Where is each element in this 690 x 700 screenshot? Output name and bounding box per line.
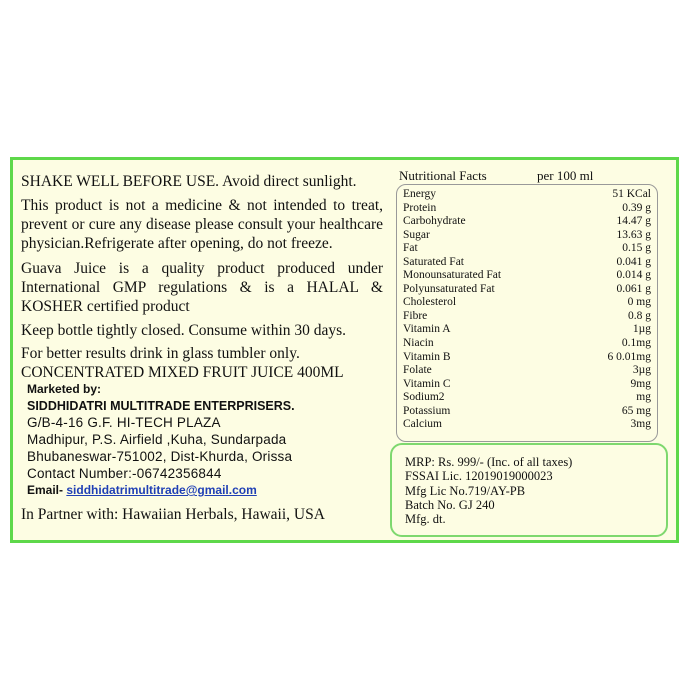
company-name: SIDDHIDATRI MULTITRADE ENTERPRISERS. bbox=[27, 399, 295, 413]
nutrition-row bbox=[403, 202, 651, 216]
nutrient-name: Calcium bbox=[403, 418, 442, 431]
mrp-box bbox=[390, 443, 668, 537]
nutrient-value: 0.8 g bbox=[628, 309, 651, 322]
nutrient-name: Fat bbox=[403, 242, 418, 255]
nutrient-value: 0.39 g bbox=[622, 201, 651, 214]
nutrition-row bbox=[403, 418, 651, 432]
nutrient-value: 0.041 g bbox=[616, 255, 651, 268]
nutrient-value: 0.15 g bbox=[622, 242, 651, 255]
nutrient-name: Monounsaturated Fat bbox=[403, 269, 502, 282]
marketed-by-label: Marketed by: bbox=[27, 382, 102, 396]
nutrition-row bbox=[403, 256, 651, 270]
nutrition-row bbox=[403, 296, 651, 310]
nutrient-name: Folate bbox=[403, 364, 432, 377]
nutrient-name: Vitamin C bbox=[403, 377, 451, 390]
nutrient-value: 65 mg bbox=[621, 404, 651, 417]
nutrient-name: Cholesterol bbox=[403, 296, 457, 309]
product-description: CONCENTRATED MIXED FRUIT JUICE 400ML bbox=[21, 364, 344, 381]
email-label: Email- bbox=[27, 483, 64, 497]
storage-instruction: Keep bottle tightly closed. Consume within 30 days. bbox=[21, 322, 347, 339]
partner-text: In Partner with: Hawaiian Herbals, Hawaii, USA bbox=[21, 506, 325, 523]
email-line bbox=[27, 482, 383, 499]
nutrition-per: per 100 ml bbox=[537, 168, 594, 183]
nutrition-row bbox=[403, 378, 651, 392]
address-line-1: G/B-4-16 G.F. HI-TECH PLAZA bbox=[27, 415, 221, 430]
nutrition-table bbox=[396, 184, 658, 442]
address-line-2: Madhipur, P.S. Airfield ,Kuha, Sundarpada bbox=[27, 432, 287, 447]
nutrient-value: 0.1mg bbox=[621, 337, 651, 350]
contact-number: Contact Number:-06742356844 bbox=[27, 466, 222, 481]
mrp-price: MRP: Rs. 999/- (Inc. of all taxes) bbox=[405, 455, 573, 469]
nutrient-name: Fibre bbox=[403, 309, 428, 322]
nutrient-name: Saturated Fat bbox=[403, 255, 464, 268]
nutrition-title: Nutritional Facts bbox=[399, 168, 487, 183]
fssai-license: FSSAI Lic. 12019019000023 bbox=[405, 469, 553, 484]
nutrition-row bbox=[403, 405, 651, 419]
nutrient-name: Potassium bbox=[403, 404, 451, 417]
nutrition-row bbox=[403, 323, 651, 337]
nutrient-value: mg bbox=[636, 391, 651, 404]
mfg-license: Mfg Lic No.719/AY-PB bbox=[405, 483, 526, 498]
product-label bbox=[10, 157, 679, 543]
nutrient-value: 14.47 g bbox=[616, 215, 651, 228]
nutrient-name: Vitamin B bbox=[403, 350, 451, 363]
nutrient-value: 6 0.01mg bbox=[607, 350, 651, 363]
batch-number: Batch No. GJ 240 bbox=[405, 497, 495, 512]
address-line-3: Bhubaneswar-751002, Dist-Khurda, Orissa bbox=[27, 449, 293, 464]
nutrient-name: Energy bbox=[403, 188, 437, 200]
nutrition-row bbox=[403, 229, 651, 243]
label-left-column bbox=[21, 172, 383, 524]
nutrient-name: Vitamin A bbox=[403, 323, 451, 336]
nutrient-value: 0 mg bbox=[627, 296, 651, 309]
nutrient-value: 51 KCal bbox=[612, 188, 651, 200]
disclaimer-text: This product is not a medicine & not intended to treat, prevent or cure any disease please consult your healthcare physician.Refrigerate after opening, do not freeze. bbox=[21, 197, 383, 252]
nutrition-row bbox=[403, 391, 651, 405]
nutrient-name: Polyunsaturated Fat bbox=[403, 282, 495, 295]
nutrient-value: 1µg bbox=[632, 323, 651, 336]
nutrient-value: 0.061 g bbox=[616, 282, 651, 295]
nutrient-value: 3mg bbox=[630, 418, 651, 431]
nutrient-value: 13.63 g bbox=[616, 228, 651, 241]
nutrition-row bbox=[403, 351, 651, 365]
nutrient-name: Carbohydrate bbox=[403, 215, 466, 228]
nutrient-value: 9mg bbox=[630, 377, 651, 390]
nutrition-row bbox=[403, 283, 651, 297]
quality-statement: Guava Juice is a quality product produced under International GMP regulations & is a HALAL & KOSHER certified product bbox=[21, 260, 383, 315]
nutrition-row bbox=[403, 242, 651, 256]
shake-warning: SHAKE WELL BEFORE USE. Avoid direct sunlight. bbox=[21, 173, 357, 190]
nutrition-row bbox=[403, 215, 651, 229]
nutrition-row bbox=[403, 269, 651, 283]
nutrient-name: Sodium2 bbox=[403, 391, 445, 404]
nutrient-name: Protein bbox=[403, 201, 437, 214]
nutrition-row bbox=[403, 337, 651, 351]
nutrient-value: 3µg bbox=[632, 364, 651, 377]
nutrient-value: 0.014 g bbox=[616, 269, 651, 282]
nutrient-name: Sugar bbox=[403, 228, 430, 241]
nutrition-row bbox=[403, 188, 651, 202]
nutrient-name: Niacin bbox=[403, 337, 434, 350]
email-link[interactable]: siddhidatrimultitrade@gmail.com bbox=[66, 483, 257, 497]
serving-tip: For better results drink in glass tumbler only. bbox=[21, 345, 300, 362]
mfg-date: Mfg. dt. bbox=[405, 512, 446, 527]
nutrition-row bbox=[403, 310, 651, 324]
nutrition-row bbox=[403, 364, 651, 378]
